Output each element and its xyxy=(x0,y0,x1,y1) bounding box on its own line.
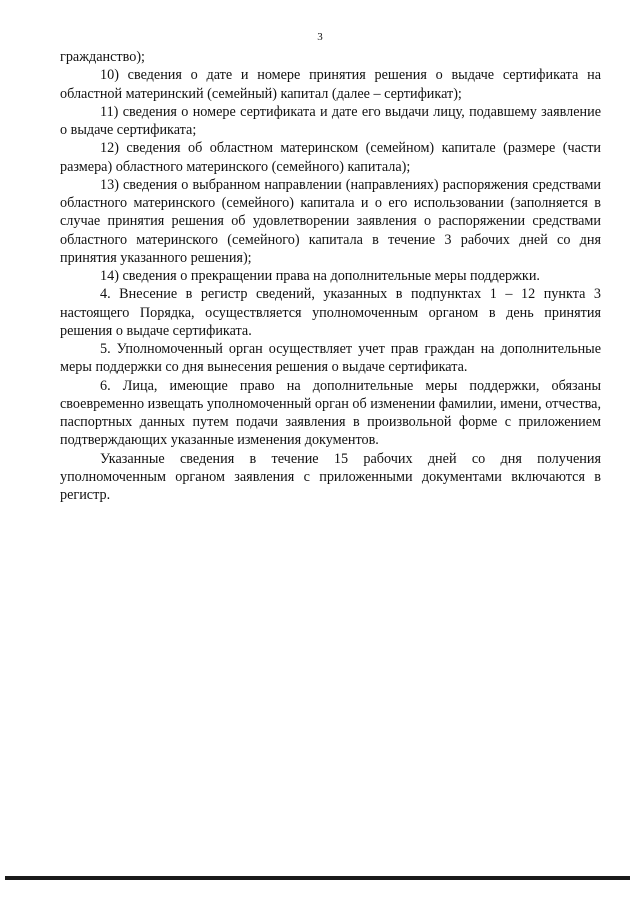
paragraph-citizenship-end: гражданство); xyxy=(60,49,145,65)
paragraph-item-11: 11) сведения о номере сертификата и дате его выдачи лицу, подавшему заявление о выдаче сертификата; xyxy=(60,103,601,138)
paragraph-item-10: 10) сведения о дате и номере принятия решения о выдаче сертификата на областной материнский (семейный) капитал (далее – сертификат); xyxy=(60,67,601,102)
paragraph-point-6: 6. Лица, имеющие право на дополнительные меры поддержки, обязаны своевременно извещать уполномоченный орган об изменении фамилии, имени, отчества, паспортных данных путем подачи заявления в произвольной форме с приложением подтверждающих указанные изменения документов. xyxy=(60,377,602,449)
paragraph-item-13: 13) сведения о выбранном направлении (направлениях) распоряжения средствами областного материнского (семейного) капитала и о его использовании (заполняется в случае принятия решения об удовлетворении заявления о распоряжении средствами областного материнского (семейного) капитала в течение 3 рабочих дней со дня принятия указанного решения); xyxy=(60,176,601,266)
page-number: 3 xyxy=(317,31,323,43)
paragraph-point-5: 5. Уполномоченный орган осуществляет учет прав граждан на дополнительные меры поддержки со дня вынесения решения о выдаче сертификата. xyxy=(60,341,601,376)
footer-rule xyxy=(5,876,630,880)
document-body xyxy=(60,48,601,504)
paragraph-point-4: 4. Внесение в регистр сведений, указанных в подпунктах 1 – 12 пункта 3 настоящего Порядка, осуществляется уполномоченным органом в день принятия решения о выдаче сертификата. xyxy=(60,286,601,339)
paragraph-item-14: 14) сведения о прекращении права на дополнительные меры поддержки. xyxy=(100,268,540,284)
paragraph-item-12: 12) сведения об областном материнском (семейном) капитале (размере (части размера) областного материнского (семейного) капитала); xyxy=(60,140,601,175)
paragraph-registry-inclusion: Указанные сведения в течение 15 рабочих дней со дня получения уполномоченным органом заявления с приложенными документами включаются в регистр. xyxy=(60,450,601,503)
